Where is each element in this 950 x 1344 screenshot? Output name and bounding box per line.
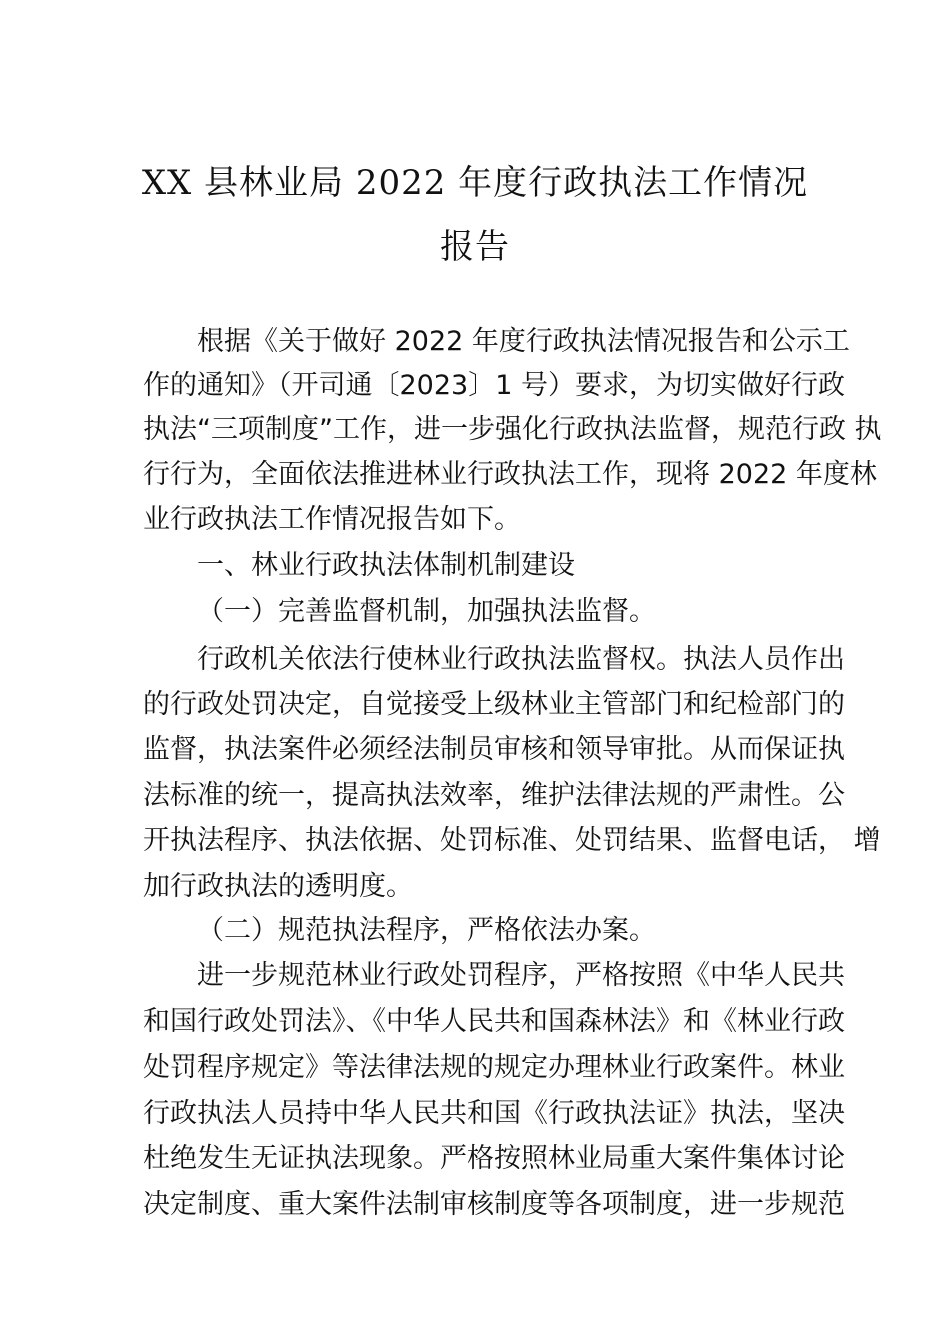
paragraph-procedure-line: 处罚程序规定》等法律法规的规定办理林业行政案件。林业: [143, 1052, 845, 1083]
paragraph-supervision-line: 行政机关依法行使林业行政执法监督权。执法人员作出: [197, 644, 845, 675]
paragraph-procedure-line: 杜绝发生无证执法现象。严格按照林业局重大案件集体讨论: [143, 1143, 845, 1174]
paragraph-procedure-line: 行政执法人员持中华人民共和国《行政执法证》执法，坚决: [143, 1098, 845, 1129]
paragraph-intro-line: 根据《关于做好 2022 年度行政执法情况报告和公示工: [197, 326, 850, 357]
document-title-line-1: XX 县林业局 2022 年度行政执法工作情况: [141, 163, 809, 203]
document-title-line-2: 报告: [440, 227, 510, 267]
paragraph-supervision-line: 加行政执法的透明度。: [143, 871, 413, 902]
paragraph-intro-line: 作的通知》（开司通〔2023〕1 号）要求，为切实做好行政: [143, 370, 845, 401]
section-heading-1: 一、林业行政执法体制机制建设: [197, 550, 575, 581]
paragraph-supervision-line: 法标准的统一，提高执法效率，维护法律法规的严肃性。公: [143, 780, 845, 811]
paragraph-procedure-line: 和国行政处罚法》、《中华人民共和国森林法》和《林业行政: [143, 1006, 845, 1037]
paragraph-intro-line: 行行为，全面依法推进林业行政执法工作，现将 2022 年度林: [143, 459, 877, 490]
paragraph-procedure-line: 进一步规范林业行政处罚程序，严格按照《中华人民共: [197, 960, 845, 991]
paragraph-supervision-line: 的行政处罚决定，自觉接受上级林业主管部门和纪检部门的: [143, 689, 845, 720]
subsection-heading-1: （一）完善监督机制，加强执法监督。: [197, 596, 656, 627]
paragraph-intro-line: 执法“三项制度”工作，进一步强化行政执法监督，规范行政 执: [143, 414, 882, 445]
subsection-heading-2: （二）规范执法程序，严格依法办案。: [197, 915, 656, 946]
paragraph-supervision-line: 开执法程序、执法依据、处罚标准、处罚结果、监督电话， 增: [143, 825, 881, 856]
paragraph-procedure-line: 决定制度、重大案件法制审核制度等各项制度，进一步规范: [143, 1189, 845, 1220]
paragraph-intro-line: 业行政执法工作情况报告如下。: [143, 504, 521, 535]
paragraph-supervision-line: 监督，执法案件必须经法制员审核和领导审批。从而保证执: [143, 734, 845, 765]
